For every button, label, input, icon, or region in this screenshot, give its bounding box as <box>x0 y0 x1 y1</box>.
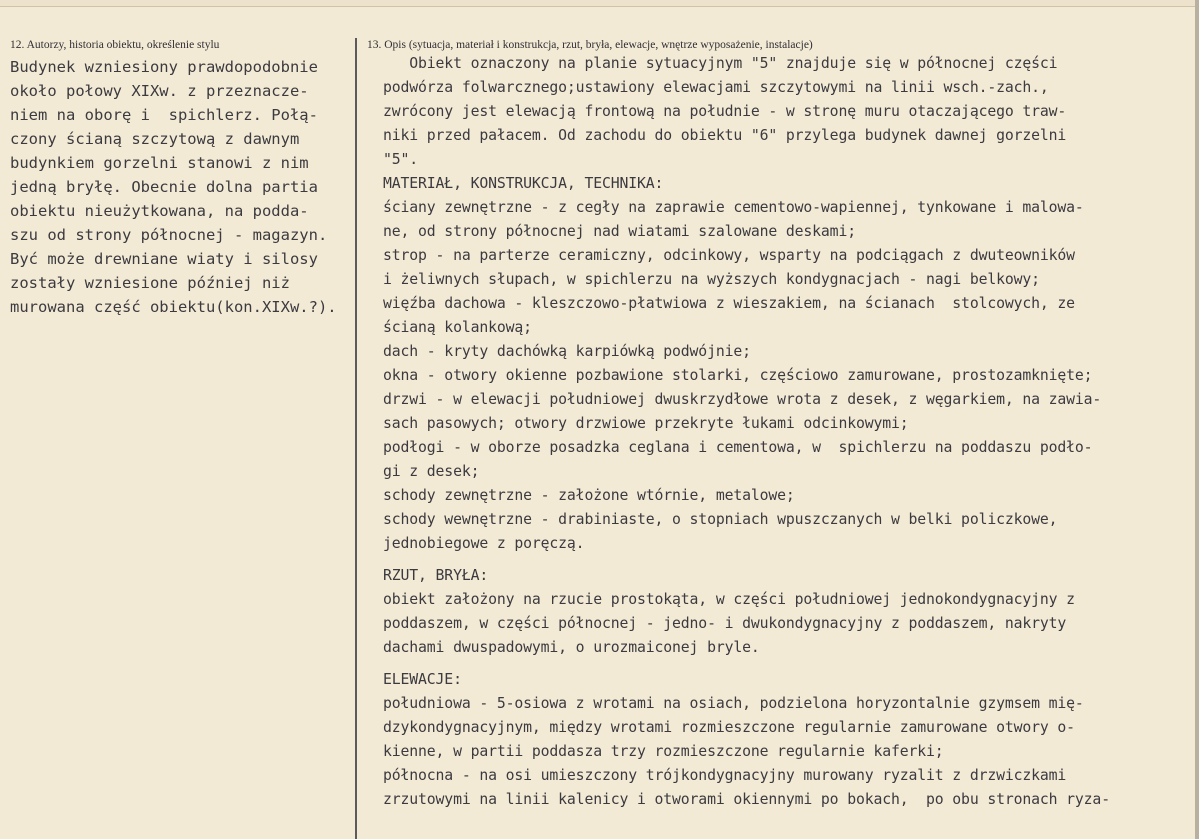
text-line: około połowy XIXw. z przeznacze- <box>10 82 309 100</box>
text-line: okna - otwory okienne pozbawione stolarki, częściowo zamurowane, prostozamknięte; <box>383 367 1093 384</box>
section-heading-elevations: ELEWACJE: <box>383 671 462 688</box>
section-12-header: 12. Autorzy, historia obiektu, określenie stylu <box>10 39 220 51</box>
text-line: południowa - 5-osiowa z wrotami na osiach, podzielona horyzontalnie gzymsem mię- <box>383 695 1084 712</box>
column-divider <box>355 38 357 839</box>
text-line: jedną bryłę. Obecnie dolna partia <box>10 178 318 196</box>
text-line: dzykondygnacyjnym, między wrotami rozmieszczone regularnie zamurowane otwory o- <box>383 719 1075 736</box>
paragraph-gap <box>383 556 1195 564</box>
text-line: murowana część obiektu(kon.XIXw.?). <box>10 298 337 316</box>
text-line: obiektu nieużytkowana, na podda- <box>10 202 309 220</box>
text-line: niem na oborę i spichlerz. Połą- <box>10 106 318 124</box>
text-line: podłogi - w oborze posadzka ceglana i cementowa, w spichlerzu na poddaszu podło- <box>383 439 1093 456</box>
text-line: budynkiem gorzelni stanowi z nim <box>10 154 309 172</box>
text-line: północna - na osi umieszczony trójkondygnacyjny murowany ryzalit z drzwiczkami <box>383 767 1067 784</box>
text-line: gi z desek; <box>383 463 480 480</box>
text-line: Obiekt oznaczony na planie sytuacyjnym "5" znajduje się w północnej części <box>383 55 1058 72</box>
text-line: "5". <box>383 151 419 168</box>
section-13-header: 13. Opis (sytuacja, materiał i konstrukcja, rzut, bryła, elewacje, wnętrze wyposażenie, instalacje) <box>367 39 813 51</box>
text-line: zostały wzniesione później niż <box>10 274 290 292</box>
text-line: kienne, w partii poddasza trzy rozmieszczone regularnie kaferki; <box>383 743 944 760</box>
text-line: obiekt założony na rzucie prostokąta, w części południowej jednokondygnacyjny z <box>383 591 1075 608</box>
text-line: Być może drewniane wiaty i silosy <box>10 250 318 268</box>
top-edge <box>0 0 1199 7</box>
text-line: sach pasowych; otwory drzwiowe przekryte łukami odcinkowymi; <box>383 415 909 432</box>
text-line: strop - na parterze ceramiczny, odcinkowy, wsparty na podciągach z dwuteowników <box>383 247 1075 264</box>
paragraph-gap <box>383 660 1195 668</box>
text-line: i żeliwnych słupach, w spichlerzu na wyższych kondygnacjach - nagi belkowy; <box>383 271 1040 288</box>
text-line: szu od strony północnej - magazyn. <box>10 226 328 244</box>
text-line: niki przed pałacem. Od zachodu do obiektu "6" przylega budynek dawnej gorzelni <box>383 127 1067 144</box>
text-line: czony ścianą szczytową z dawnym <box>10 130 300 148</box>
text-line: poddaszem, w części północnej - jedno- i dwukondygnacyjny z poddaszem, nakryty <box>383 615 1067 632</box>
history-text <box>10 55 355 319</box>
text-line: dach - kryty dachówką karpiówką podwójnie; <box>383 343 751 360</box>
text-line: ścianą kolankową; <box>383 319 532 336</box>
text-line: drzwi - w elewacji południowej dwuskrzydłowe wrota z desek, z węgarkiem, na zawia- <box>383 391 1102 408</box>
text-line: jednobiegowe z poręczą. <box>383 535 585 552</box>
text-line: zrzutowymi na linii kalenicy i otworami okiennymi po bokach, po obu stronach ryza- <box>383 791 1110 808</box>
text-line: więźba dachowa - kleszczowo-płatwiowa z wieszakiem, na ścianach stolcowych, ze <box>383 295 1075 312</box>
text-line: zwrócony jest elewacją frontową na południe - w stronę muru otaczającego traw- <box>383 103 1067 120</box>
text-line: ściany zewnętrzne - z cegły na zaprawie cementowo-wapiennej, tynkowane i malowa- <box>383 199 1084 216</box>
text-line: podwórza folwarcznego;ustawiony elewacjami szczytowymi na linii wsch.-zach., <box>383 79 1049 96</box>
right-edge <box>1195 0 1199 839</box>
text-line: schody zewnętrzne - założone wtórnie, metalowe; <box>383 487 795 504</box>
description-text <box>383 52 1195 812</box>
text-line: schody wewnętrzne - drabiniaste, o stopniach wpuszczanych w belki policzkowe, <box>383 511 1058 528</box>
section-heading-plan: RZUT, BRYŁA: <box>383 567 489 584</box>
text-line: Budynek wzniesiony prawdopodobnie <box>10 58 318 76</box>
text-line: dachami dwuspadowymi, o urozmaiconej bryle. <box>383 639 760 656</box>
section-heading-material: MATERIAŁ, KONSTRUKCJA, TECHNIKA: <box>383 175 664 192</box>
text-line: ne, od strony północnej nad wiatami szalowane deskami; <box>383 223 856 240</box>
